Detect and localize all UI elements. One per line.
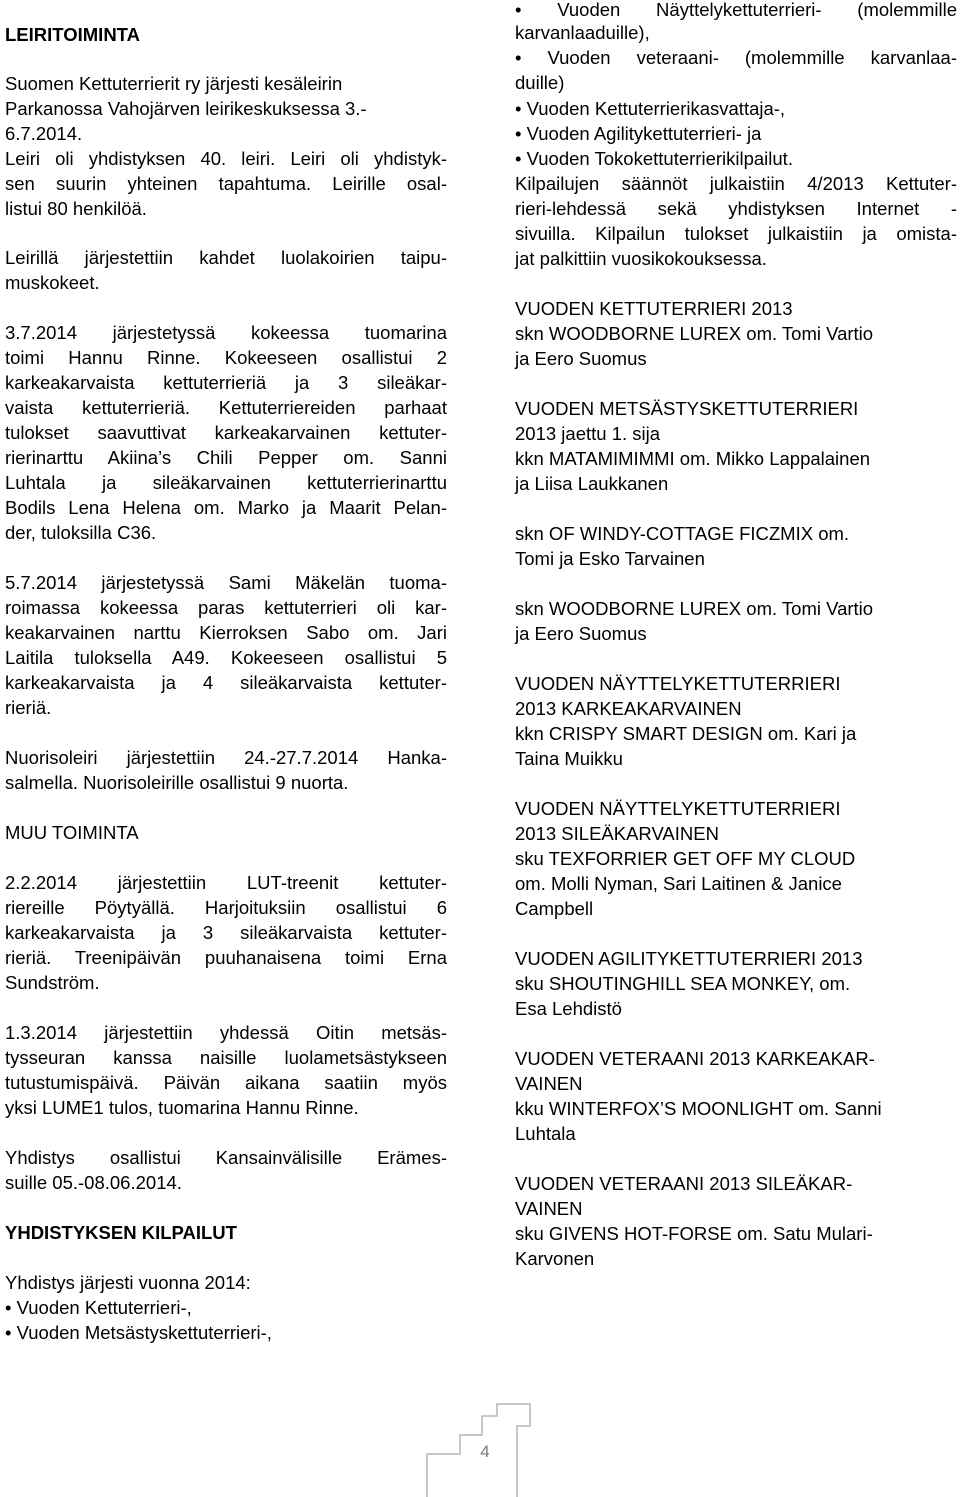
left-column-line: Yhdistys osallistui Kansainvälisille Erämes- [5, 1147, 447, 1168]
left-column-line: karkeakarvaista kettuterrieriä ja 3 sileäkar- [5, 372, 447, 393]
right-column-line: Karvonen [515, 1248, 595, 1269]
left-column-line: riereille Pöytyällä. Harjoituksiin osallistui 6 [5, 897, 447, 918]
right-column-line: rieri-lehdessä sekä yhdistyksen Internet - [515, 198, 957, 219]
right-column-line: Kilpailujen säännöt julkaistiin 4/2013 Kettuter- [515, 173, 957, 194]
right-column-line: jat palkittiin vuosikokouksessa. [515, 248, 767, 269]
left-column-line: yksi LUME1 tulos, tuomarina Hannu Rinne. [5, 1097, 359, 1118]
left-column-line: der, tuloksilla C36. [5, 522, 157, 543]
right-column-line: ja Eero Suomus [515, 623, 647, 644]
left-column-line: tysseuran kanssa naisille luolametsästykseen [5, 1047, 447, 1068]
right-column-line: kku WINTERFOX’S MOONLIGHT om. Sanni [515, 1098, 882, 1119]
left-column-line: Parkanossa Vahojärven leirikeskuksessa 3.- [5, 98, 367, 119]
right-column-line: sku GIVENS HOT-FORSE om. Satu Mulari- [515, 1223, 873, 1244]
left-column-line: 6.7.2014. [5, 123, 83, 144]
right-column-line: VUODEN NÄYTTELYKETTUTERRIERI [515, 673, 841, 694]
left-column-line: rieriä. Treenipäivän puuhanaisena toimi Erna [5, 947, 447, 968]
left-column-line: • Vuoden Metsästyskettuterrieri-, [5, 1322, 272, 1343]
right-column-line: VAINEN [515, 1198, 583, 1219]
left-column-line: Nuorisoleiri järjestettiin 24.-27.7.2014 Hanka- [5, 747, 447, 768]
right-column-line: 2013 jaettu 1. sija [515, 423, 661, 444]
right-column-line: VUODEN AGILITYKETTUTERRIERI 2013 [515, 948, 863, 969]
left-column-line: Sundström. [5, 972, 100, 993]
right-column-line: skn OF WINDY-COTTAGE FICZMIX om. [515, 523, 850, 544]
right-column-line: Campbell [515, 898, 594, 919]
left-column-line: Yhdistys järjesti vuonna 2014: [5, 1272, 251, 1293]
left-column-line: keakarvainen narttu Kierroksen Sabo om. Jari [5, 622, 447, 643]
right-column-line: kkn CRISPY SMART DESIGN om. Kari ja [515, 723, 857, 744]
left-column-line: YHDISTYKSEN KILPAILUT [5, 1222, 237, 1243]
right-column-line: sku SHOUTINGHILL SEA MONKEY, om. [515, 973, 851, 994]
left-column-line: LEIRITOIMINTA [5, 24, 140, 45]
left-column-line: karkeakarvaista ja 4 sileäkarvaista kettuter- [5, 672, 447, 693]
right-column-line: Tomi ja Esko Tarvainen [515, 548, 705, 569]
right-column-line: • Vuoden Kettuterrierikasvattaja-, [515, 98, 786, 119]
right-column-line: VUODEN KETTUTERRIERI 2013 [515, 298, 793, 319]
left-column-line: salmella. Nuorisoleirille osallistui 9 nuorta. [5, 772, 349, 793]
right-column-line: • Vuoden Agilitykettuterrieri- ja [515, 123, 762, 144]
left-column-line: rierinarttu Akiina’s Chili Pepper om. Sanni [5, 447, 447, 468]
left-column-line: • Vuoden Kettuterrieri-, [5, 1297, 192, 1318]
left-column-line: suille 05.-08.06.2014. [5, 1172, 182, 1193]
left-column-line: Leirillä järjestettiin kahdet luolakoirien taipu- [5, 247, 447, 268]
left-column-line: vaista kettuterrieriä. Kettuterriereiden parhaat [5, 397, 447, 418]
left-column-line: toimi Hannu Rinne. Kokeeseen osallistui 2 [5, 347, 447, 368]
right-column-line: VAINEN [515, 1073, 583, 1094]
right-column-line: • Vuoden Näyttelykettuterrieri- (molemmille [515, 0, 957, 20]
left-column-line: Leiri oli yhdistyksen 40. leiri. Leiri oli yhdistyk- [5, 148, 447, 169]
left-column-line: 5.7.2014 järjestetyssä Sami Mäkelän tuoma- [5, 572, 447, 593]
left-column-line: sen suurin yhteinen tapahtuma. Leirille osal- [5, 173, 447, 194]
right-column-line: Esa Lehdistö [515, 998, 622, 1019]
left-column-line: Suomen Kettuterrierit ry järjesti kesäleirin [5, 73, 343, 94]
right-column-line: VUODEN VETERAANI 2013 SILEÄKAR- [515, 1173, 853, 1194]
right-column-line: VUODEN METSÄSTYSKETTUTERRIERI [515, 398, 859, 419]
left-column-line: listui 80 henkilöä. [5, 198, 147, 219]
right-column-line: VUODEN VETERAANI 2013 KARKEAKAR- [515, 1048, 875, 1069]
left-column-line: 3.7.2014 järjestetyssä kokeessa tuomarina [5, 322, 447, 343]
left-column-line: karkeakarvaista ja 3 sileäkarvaista kettuter- [5, 922, 447, 943]
left-column-line: Luhtala ja sileäkarvainen kettuterrierinarttu [5, 472, 447, 493]
right-column-line: 2013 SILEÄKARVAINEN [515, 823, 719, 844]
left-column-line: Laitila tuloksella A49. Kokeeseen osallistui 5 [5, 647, 447, 668]
left-column-line: tutustumispäivä. Päivän aikana saatiin myös [5, 1072, 447, 1093]
left-column-line: tulokset saavuttivat karkeakarvainen kettuter- [5, 422, 447, 443]
right-column-line: ja Eero Suomus [515, 348, 647, 369]
right-column-line: • Vuoden veteraani- (molemmille karvanlaa- [515, 47, 957, 68]
left-column-line: 1.3.2014 järjestettiin yhdessä Oitin metsäs- [5, 1022, 447, 1043]
right-column-line: sku TEXFORRIER GET OFF MY CLOUD [515, 848, 856, 869]
left-column-line: roimassa kokeessa paras kettuterrieri oli kar- [5, 597, 447, 618]
left-column-line: rieriä. [5, 697, 52, 718]
right-column-line: Luhtala [515, 1123, 576, 1144]
page-number: 4 [480, 1442, 490, 1461]
right-column-line: karvanlaaduille), [515, 22, 650, 43]
left-column-line: Bodils Lena Helena om. Marko ja Maarit Pelan- [5, 497, 447, 518]
left-column-line: MUU TOIMINTA [5, 822, 139, 843]
right-column-line: skn WOODBORNE LUREX om. Tomi Vartio [515, 598, 874, 619]
left-column-line: muskokeet. [5, 272, 100, 293]
right-column-line: • Vuoden Tokokettuterrierikilpailut. [515, 148, 793, 169]
right-column-line: om. Molli Nyman, Sari Laitinen & Janice [515, 873, 842, 894]
right-column-line: sivuilla. Kilpailun tulokset julkaistiin ja omista- [515, 223, 957, 244]
right-column-line: ja Liisa Laukkanen [515, 473, 669, 494]
right-column-line: duille) [515, 72, 565, 93]
right-column-line: VUODEN NÄYTTELYKETTUTERRIERI [515, 798, 841, 819]
right-column-line: Taina Muikku [515, 748, 623, 769]
right-column-line: 2013 KARKEAKARVAINEN [515, 698, 742, 719]
left-column-line: 2.2.2014 järjestettiin LUT-treenit kettuter- [5, 872, 447, 893]
right-column-line: kkn MATAMIMIMMI om. Mikko Lappalainen [515, 448, 871, 469]
right-column-line: skn WOODBORNE LUREX om. Tomi Vartio [515, 323, 874, 344]
